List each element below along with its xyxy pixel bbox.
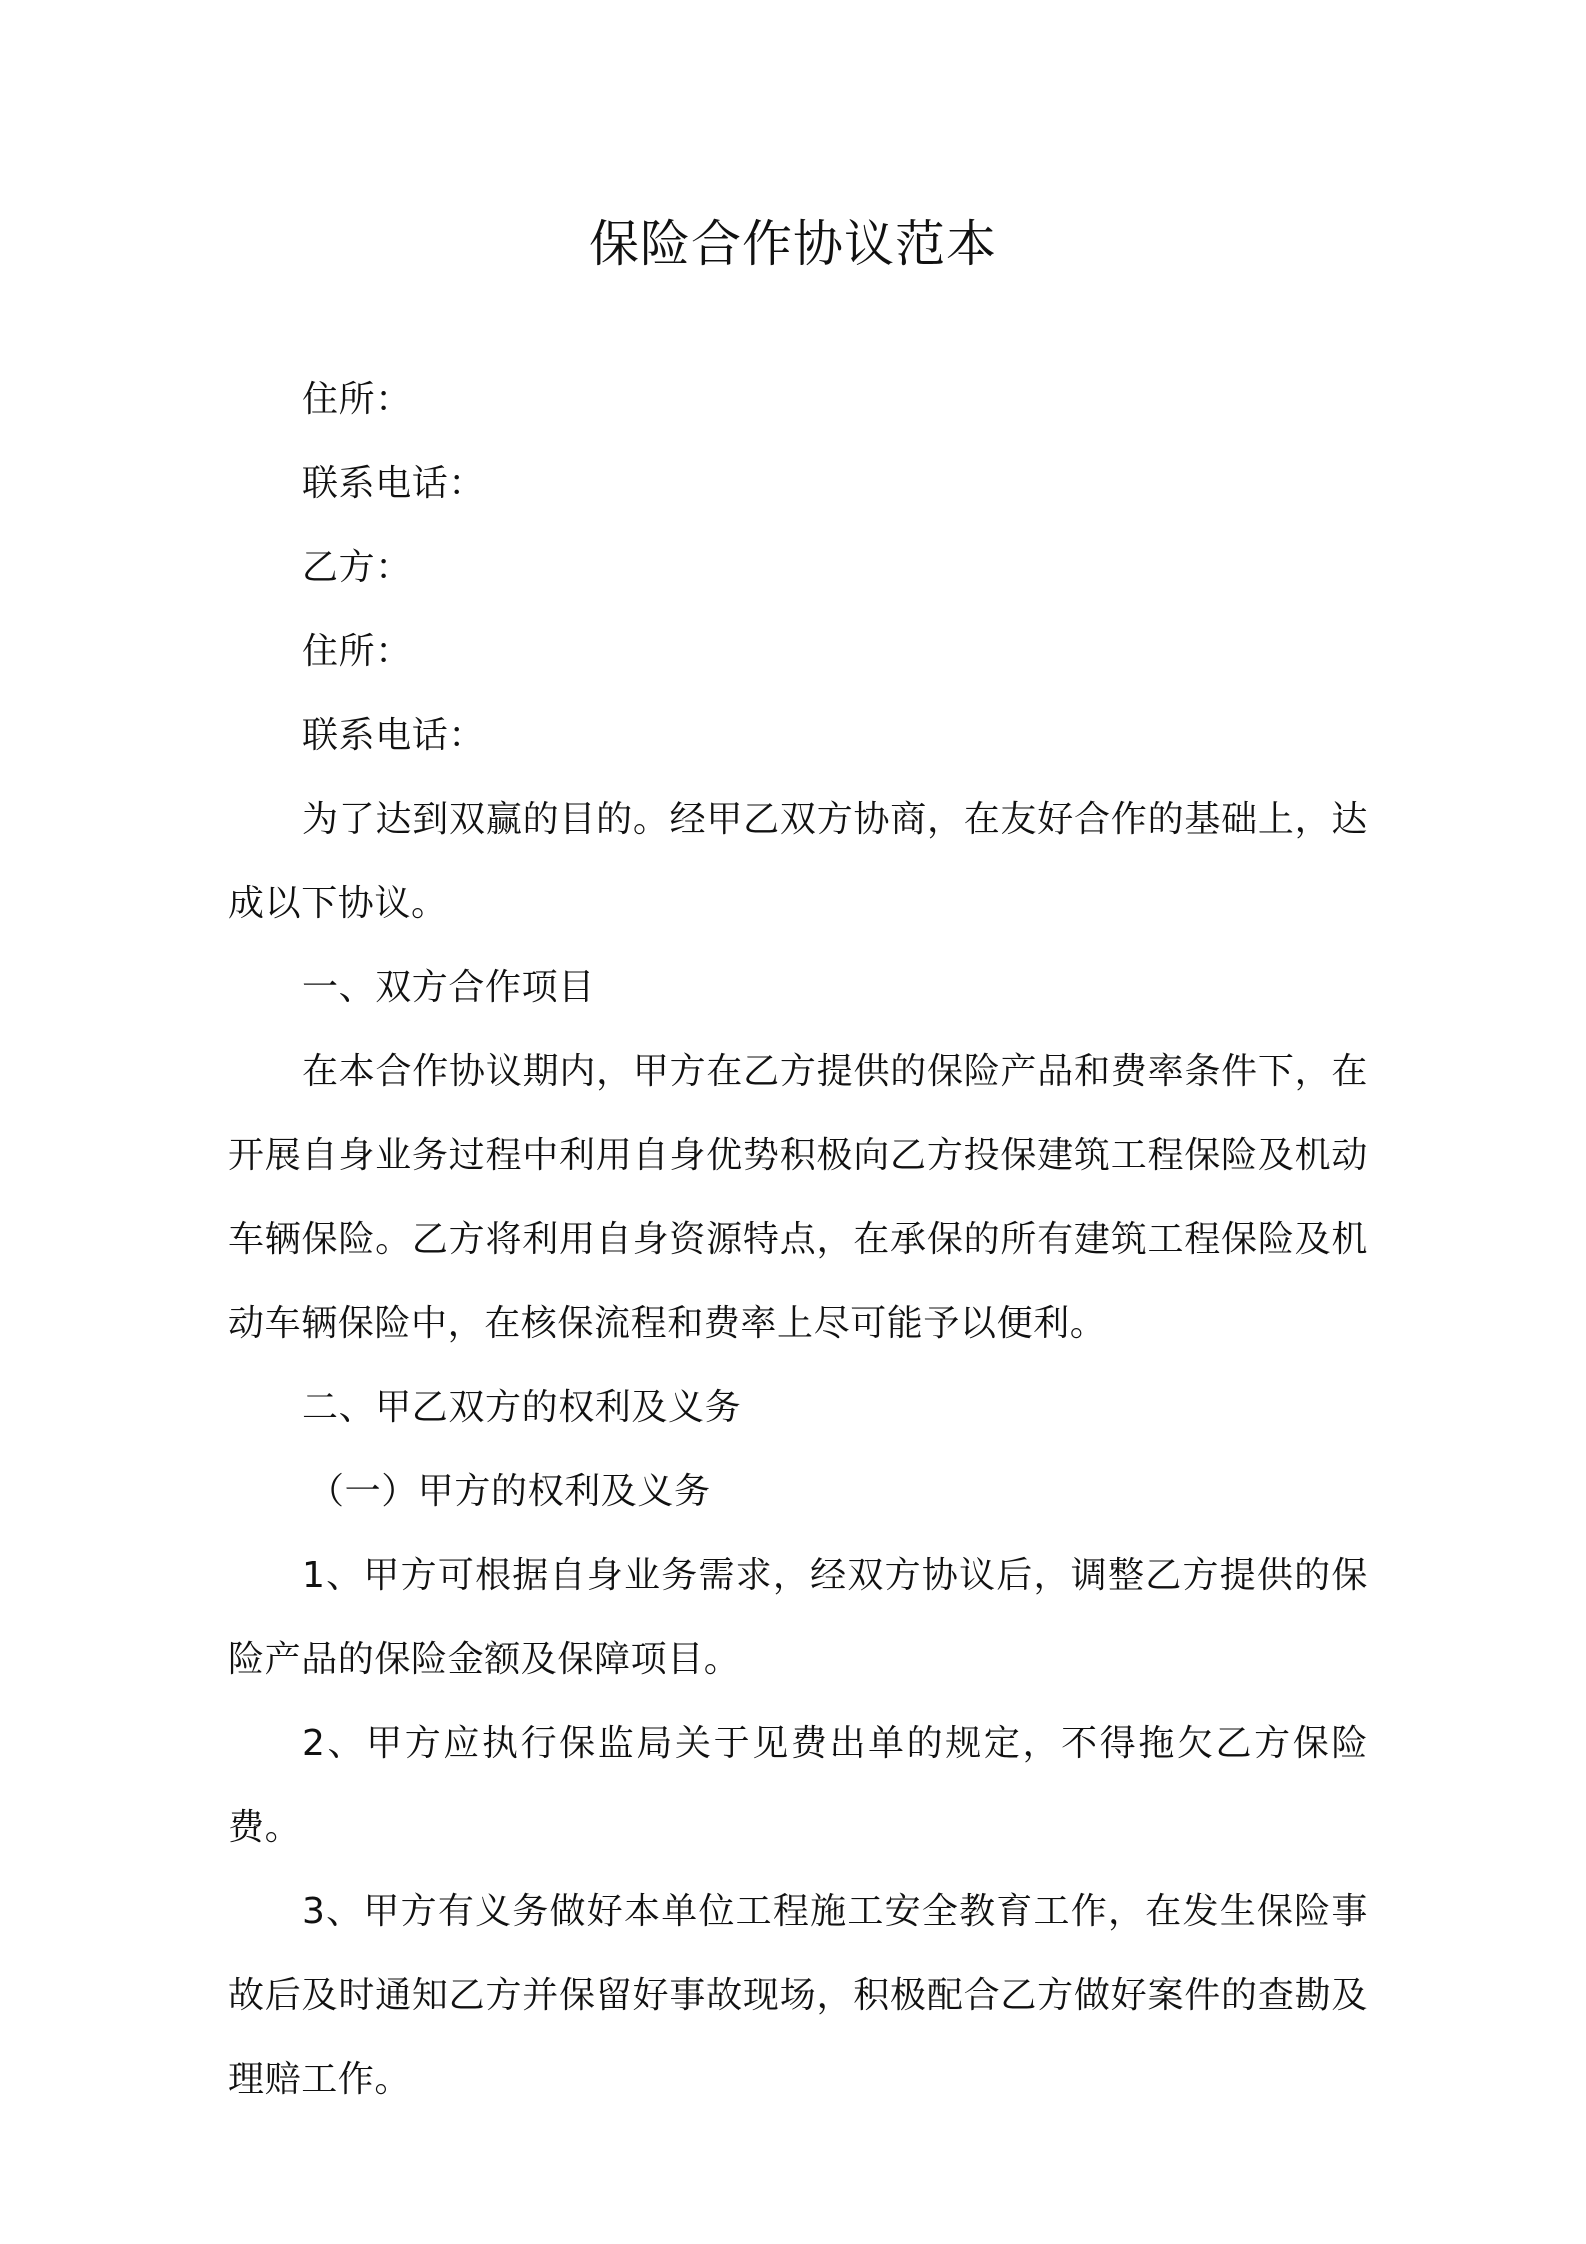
intro-paragraph: 为了达到双赢的目的。经甲乙双方协商，在友好合作的基础上，达成以下协议。 <box>228 799 1368 924</box>
address-line-party-a: 住所： <box>302 379 412 420</box>
party-b-line: 乙方： <box>302 547 412 588</box>
section-heading-rights-obligations: 二、甲乙双方的权利及义务 <box>302 1387 742 1428</box>
party-a-clause-3: 3、甲方有义务做好本单位工程施工安全教育工作，在发生保险事故后及时通知乙方并保留好事故现场，积极配合乙方做好案件的查勘及理赔工作。 <box>228 1891 1368 2100</box>
phone-line-party-a: 联系电话： <box>302 463 486 504</box>
party-a-clause-2: 2、甲方应执行保监局关于见费出单的规定，不得拖欠乙方保险费。 <box>228 1723 1368 1848</box>
cooperation-project-paragraph: 在本合作协议期内，甲方在乙方提供的保险产品和费率条件下，在开展自身业务过程中利用自身优势积极向乙方投保建筑工程保险及机动车辆保险。乙方将利用自身资源特点，在承保的所有建筑工程保险及机动车辆保险中，在核保流程和费率上尽可能予以便利。 <box>228 1051 1368 1344</box>
phone-line-party-b: 联系电话： <box>302 715 486 756</box>
section-heading-cooperation-project: 一、双方合作项目 <box>302 967 595 1008</box>
document-body <box>228 358 1368 2122</box>
address-line-party-b: 住所： <box>302 631 412 672</box>
subsection-heading-party-a-rights: （一）甲方的权利及义务 <box>308 1471 711 1512</box>
document-title: 保险合作协议范本 <box>589 215 997 273</box>
party-a-clause-1: 1、甲方可根据自身业务需求，经双方协议后，调整乙方提供的保险产品的保险金额及保障项目。 <box>228 1555 1368 1680</box>
